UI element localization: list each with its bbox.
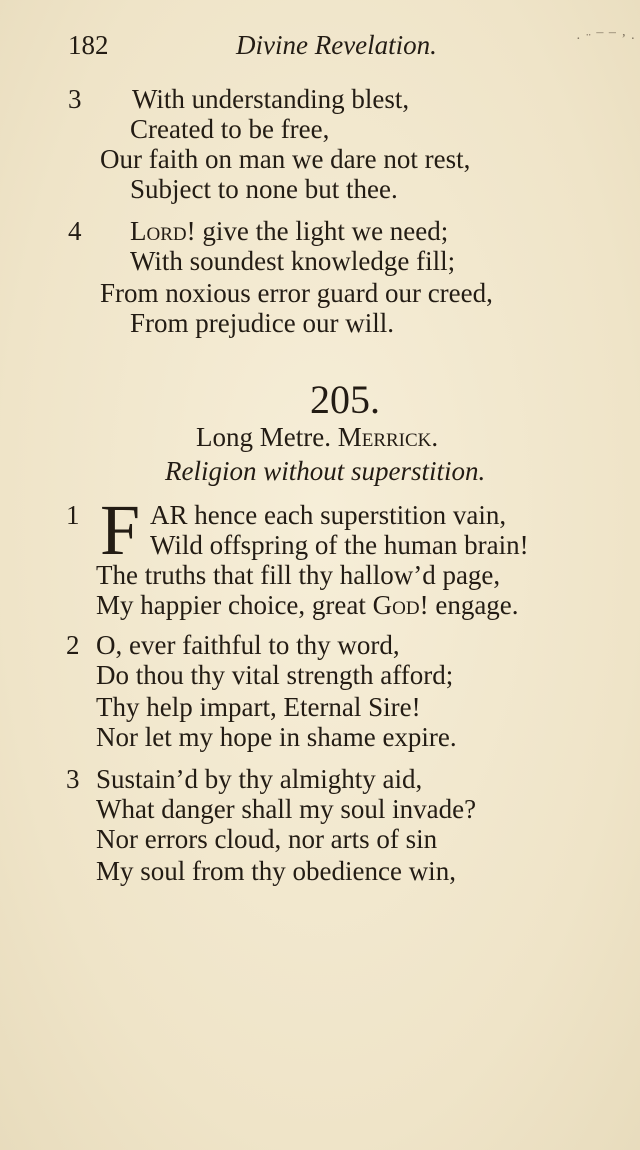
verse-line	[96, 590, 519, 620]
verse-line: Sustain’d by thy almighty aid,	[96, 764, 423, 794]
stanza-number: 3	[66, 764, 80, 794]
verse-line: O, ever faithful to thy word,	[96, 630, 400, 660]
stanza-number: 1	[66, 500, 80, 530]
verse-line: Nor let my hope in shame expire.	[96, 722, 457, 752]
page-number: 182	[68, 30, 109, 60]
verse-line: Subject to none but thee.	[130, 174, 398, 204]
verse-line: My soul from thy obedience win,	[96, 856, 456, 886]
hymn-subject: Religion without superstition.	[165, 456, 486, 486]
meter-label: Long Metre.	[196, 422, 331, 452]
header-ornament: · ¨ ¯ ¯ ’ ·	[576, 32, 637, 47]
lord-word: Lord	[130, 216, 187, 246]
verse-line: From noxious error guard our creed,	[100, 278, 493, 308]
verse-line: AR hence each superstition vain,	[150, 500, 507, 530]
verse-line: With understanding blest,	[132, 84, 410, 114]
verse-line-end: ! engage.	[419, 590, 519, 620]
verse-line: Wild offspring of the human brain!	[150, 530, 529, 560]
hymn-author: Merrick.	[337, 422, 439, 452]
verse-line-rest: ! give the light we need;	[186, 216, 449, 246]
stanza-number: 3	[68, 84, 82, 114]
verse-line-start: My happier choice, great	[96, 590, 373, 620]
verse-line: Do thou thy vital strength afford;	[96, 660, 454, 690]
stanza-number: 4	[68, 216, 82, 246]
verse-line: From prejudice our will.	[130, 308, 394, 338]
verse-line: What danger shall my soul invade?	[96, 794, 477, 824]
page-header	[0, 26, 640, 66]
verse-line: Our faith on man we dare not rest,	[100, 144, 471, 174]
verse-line: Nor errors cloud, nor arts of sin	[96, 824, 438, 854]
drop-cap: F	[100, 490, 141, 570]
verse-line: With soundest knowledge fill;	[130, 246, 456, 276]
verse-line: The truths that fill thy hallow’d page,	[96, 560, 501, 590]
verse-line: Thy help impart, Eternal Sire!	[96, 692, 421, 722]
verse-line	[130, 216, 448, 246]
hymn-number: 205.	[310, 377, 380, 422]
running-title: Divine Revelation.	[236, 30, 437, 60]
stanza-number: 2	[66, 630, 80, 660]
verse-line: Created to be free,	[130, 114, 330, 144]
hymn-meter	[196, 422, 438, 453]
god-word: God	[372, 590, 420, 620]
